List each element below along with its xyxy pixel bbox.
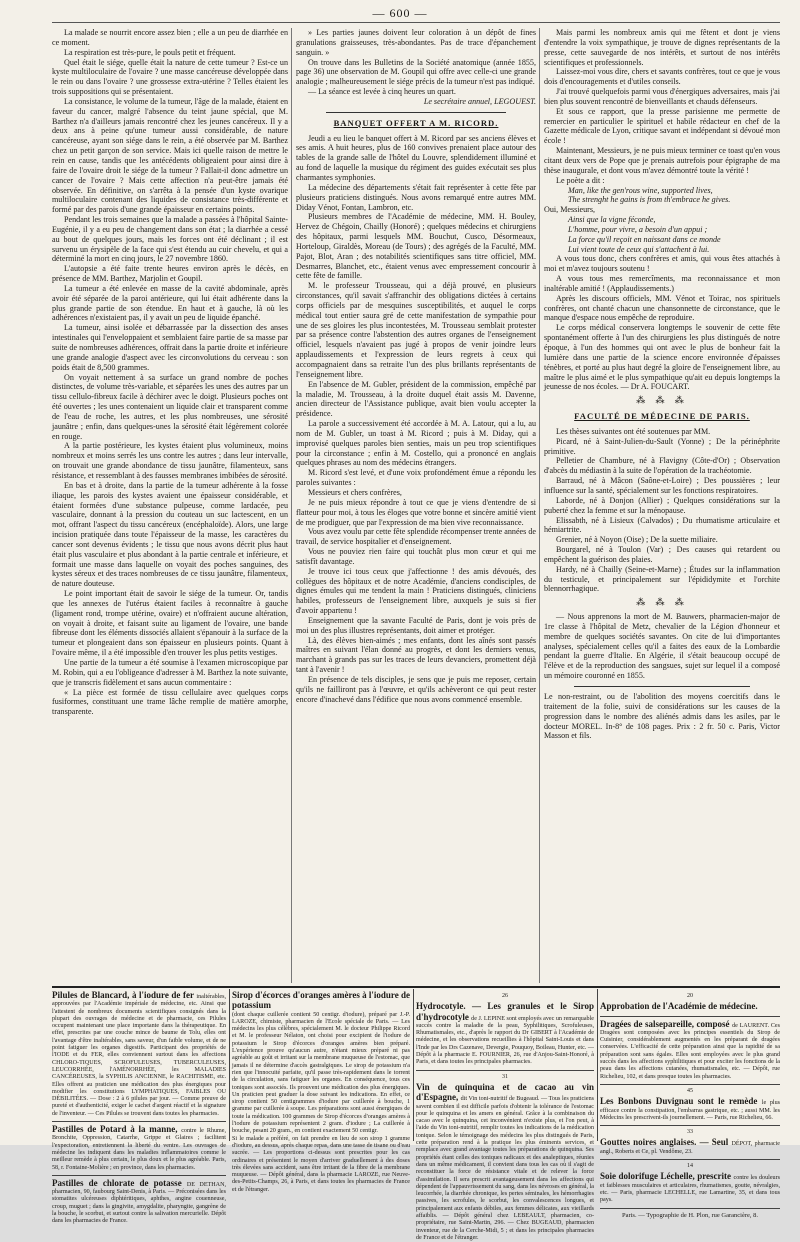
paragraph: On voyait nettement à sa surface un grand nombre de poches distinctes, de volume très-variable, et séparées les unes des autres par un tissu cellulo-fibreux facile à déchirer avec le doigt. Plusieurs poches ont été ouvertes ; les unes contenaient un liquide clair et transparent comme de l'eau de roche, les autres, et les plus nombreuses, une sérosité jaunâtre ; enfin, dans quelques-unes la sérosité était légèrement colorée en rouge. xyxy=(52,372,288,441)
ad-heading: Hydrocotyle. — Les granules et le Sirop d'hydrocotyle xyxy=(416,1001,594,1022)
ad-heading: Pastilles de Potard à la manne, xyxy=(52,1124,182,1135)
ad-text: contre le Rhume, Bronchite, Oppression, Catarrhe, Grippe et Glaires ; facilitent l'expectoration, entretiennent la liberté du ventre. Les ouvrages de médecine les indiquent dans les maladies inflammatoires comme le meilleur remède à plus certain, le plus doux et le plus agréable. Paris, 58, r. Fontaine-Molière ; en province, dans les pharmacies. xyxy=(52,1128,227,1171)
ad-separator xyxy=(52,1175,226,1176)
ad-text: DE DETHAN, pharmacien, 90, faubourg Saint-Denis, à Paris. — Préconisées dans les stomatites ulcéreuses diphtéritiques, aphthes, angine couenneuse, croup, muguet ; dans la gingivite, amygdalite, pharyngite, gangrène de la bouche, le scorbut, et surtout contre la salivation mercurielle. Dépôt dans les pharmacies de France. xyxy=(52,1181,227,1225)
signature: Le secrétaire annuel, LEGOUEST. xyxy=(423,96,536,106)
paragraph: Et sous ce rapport, que la presse parisienne me permette de remercier en particulier le spirituel et habile rédacteur en chef de la Gazette médicale de Lyon, critique savant et indépendant si dévoué mon école ! xyxy=(544,106,780,146)
paragraph: En présence de tels disciples, je sens que je puis me reposer, certain qu'ils ne failliront pas à l'œuvre, et qu'ils achèveront ce qui peut rester encore d'inachevé dans l'édifice que nous avons commencé ensemble. xyxy=(296,675,536,704)
ad-text: le plus efficace contre la constipation, l'embarras gastrique, etc. ; aussi MM. les Médecins les prescrivent-ils journellement. — Paris, rue Richelieu, 66. xyxy=(600,1100,780,1121)
oui-line: Oui, Messieurs, xyxy=(544,205,596,215)
ad-heading: Dragées de salsepareille, composé xyxy=(600,1018,733,1029)
thesis-item: Picard, né à Saint-Julien-du-Sault (Yonne) ; De la périnéphrite primitive. xyxy=(544,436,780,456)
paragraph: Laissez-moi vous dire, chers et savants confrères, tout ce que je vous dois d'encouragements et d'utiles conseils. xyxy=(544,67,780,87)
poem-line-fr: L'homme, pour vivre, a besoin d'un appui ; xyxy=(568,224,708,234)
ad-number: 45 xyxy=(687,1087,693,1094)
ad-block xyxy=(600,1020,780,1081)
ad-number: 14 xyxy=(687,1163,693,1170)
ad-heading: Approbation de l'Académie de médecine. xyxy=(600,1001,758,1012)
ads-column-2 xyxy=(232,990,410,1193)
speech-closing xyxy=(544,254,780,392)
ad-divider xyxy=(597,989,598,1141)
paragraph: Plusieurs membres de l'Académie de médecine, MM. H. Bouley, Hervez de Chégoin, Chailly (Honoré) ; quelques médecins et chirurgiens des hôpitaux, parmi lesquels MM. Bouchut, Cusco, Désormeaux, Horteloup, Giraldès, Moreau (de Tours) ; des agrégés de la Faculté, MM. Pajot, Blot, Aran ; des notabilités scientifiques sans titre officiel, MM. Desmarres, Blanchet, etc., étaient venus avec empressement concourir à cette fête de famille. xyxy=(296,212,536,281)
article-body xyxy=(296,134,536,705)
ad-number: 33 xyxy=(687,1129,693,1136)
ad-text: contre les douleurs et faiblesses musculaires et articulaires, rhumatismes, goutte, névralgies, etc. — Paris, pharmacie LECHELLE, rue Lamartine, 35, et dans tous pays. xyxy=(600,1175,780,1204)
ad-separator xyxy=(600,1084,780,1085)
intro-paragraph: — La séance est levée à cinq heures un quart. xyxy=(308,87,456,97)
paragraph: La malade se nourrit encore assez bien ; elle a un peu de diarrhée en ce moment. xyxy=(52,28,288,47)
ad-separator xyxy=(600,1016,780,1017)
paragraph: Je ne puis mieux répondre à tout ce que je viens d'entendre de si flatteur pour moi, à tous les éloges que votre bonne et sincère amitié vient de me prodiguer, que par l'expression de ma bien vive reconnaissance. xyxy=(296,497,536,527)
thesis-item: Pelletier de Chambure, né à Flavigny (Côte-d'Or) ; Observation d'abcès du médiastin à la suite de l'opération de la trachéotomie. xyxy=(544,456,780,476)
section-rule xyxy=(326,112,506,113)
ad-block xyxy=(52,1125,226,1172)
paragraph: L'autopsie a été faite trente heures environ après le décès, en présence de MM. Barthez, Marjolin et Goupil. xyxy=(52,264,288,284)
ad-number: 26 xyxy=(502,993,508,999)
paragraph: Enseignement que la savante Faculté de Paris, dont je vois près de moi un des plus illustres représentants, doit aimer et protéger. xyxy=(296,615,536,635)
thesis-item: Hardy, né à Chailly (Seine-et-Marne) ; Études sur la inflammation du testicule, et principalement sur l'épididymite et l'orchite blennorrhagique. xyxy=(544,564,780,594)
intro-paragraph: On trouve dans les Bulletins de la Société anatomique (année 1855, page 36) une observation de M. Goupil qui offre avec celle-ci une grande analogie ; malheureusement le siége précis de la tumeur n'est pas indiqué. xyxy=(296,57,536,87)
ad-separator xyxy=(52,1121,226,1122)
paragraph: A vous tous mes remercîments, ma reconnaissance et mon inaltérable amitié ! (Applaudissements.) xyxy=(544,274,780,293)
poem-line-fr: Lui vient toute de ceux qui s'attachent à lui. xyxy=(568,244,710,254)
ads-column-1 xyxy=(52,990,227,1225)
ad-divider xyxy=(229,989,230,1141)
paragraph: A la partie postérieure, les kystes étaient plus volumineux, moins nombreux et moins serrés les uns contre les autres ; dans leur intervalle, on trouvait une grande abondance de tissu jaunâtre, filamenteux, sans résistance, et ressemblant à des fausses membranes imbibées de sérosité. xyxy=(52,441,288,480)
paragraph: Je trouve ici tous ceux que j'affectionne ! des amis dévoués, des collègues des hôpitaux et de notre Académie, d'anciens condisciples, de dignes émules qui me tendent la main ! Praticiens distingués, cliniciens habiles, professeurs de l'enseignement libre, auxquels je suis si fier d'avoir appartenu ! xyxy=(296,566,536,616)
paragraph: Là, des élèves bien-aimés ; mes enfants, dont les aînés sont passés maîtres en suivant l'élan donné au progrès, et dont les derniers venus, marchant à grands pas sur les traces de leurs devanciers, promettent déjà tant à l'avenir ! xyxy=(296,635,536,675)
top-rule xyxy=(52,22,780,23)
paragraph: La tumeur a été enlevée en masse de la cavité abdominale, après avoir été séparée de la paroi antérieure, qui lui était adhérente dans la plus grande partie de son étendue. En haut et à gauche, là où les adhérences n'existaient pas, il y avait un peu de liquide épanché. xyxy=(52,283,288,323)
thesis-item: Bourgarel, né à Toulon (Var) ; Des causes qui retardent ou empêchent la guérison des plaies. xyxy=(544,545,780,564)
ad-block xyxy=(416,1002,594,1066)
faculty-intro: Les thèses suivantes ont été soutenues par MM. xyxy=(556,426,711,436)
ad-text: dit Vin toni-nutritif de Bugeaud. — Tous les praticiens savent combien il est difficile parfois d'obtenir la tolérance de l'estomac pour le quinquina et les amers en général. Grâce à la combinaison du cacao avec le quinquina, cet inconvénient n'existe plus, et l'on peut, à l'aide du Vin toni-nutritif, remplir toutes les indications de la médication tonique. Selon le témoignage des médecins les plus distingués de Paris, cette préparation rend à la pratique les plus éminents services, et remplace avec grand avantage toutes les préparations de quinquina. Ses propriétés étant celles des toniques radicaux et des analeptiques, réunies dans un même médicament, il convient dans tous les cas où il s'agit de reconstituer la force de résistance vitale et de relever la force d'assimilation. Il sera prescrit avantageusement dans les affections qui dépendent de l'appauvrissement du sang, dans les névroses en général, la leucorrhée, la diarrhée chronique, les pertes séminales, les hémorrhagies passives, les scrofules, le scorbut, les convalescences longues, et principalement aux enfants débiles, aux femmes délicates, aux vieillards affaiblis. — Dépôt général chez LEBEAULT, pharmacien, co-propriétaire, rue Saint-Martin, 296. — Chez BUGEAUD, pharmacien inventeur, rue de la Cerche-Midi, 5 ; et dans les principales pharmacies de France et de l'étranger. xyxy=(416,1096,594,1241)
poem-line-en: The strenght he gains is from th'embrace he gives. xyxy=(568,195,731,205)
ad-text: de J. LEPINE sont employés avec un remarquable succès contre la maladie de la peau, Syphilitiques, Scrofuleuses, Rhumatismales, etc., d'après le rapport du Dr GIBERT à l'Académie de médecine, et les observations recueillies à l'hôpital Saint-Louis et dans l'Inde par les Drs Cazenave, Devergie, Pouquoy, Boileau, Hunter, etc. — Dépôt à la pharmacie E. FOURNIER, 26, rue d'Anjou-Saint-Honoré, à Paris, et dans toutes les principales pharmacies. xyxy=(416,1015,594,1066)
book-notice: Le non-restraint, ou de l'abolition des moyens coercitifs dans le traitement de la folie, suivi de considérations sur les causes de la progression dans le nombre des aliénés admis dans les asiles, par le docteur MOREL. In-8° de 108 pages. Prix : 2 fr. 50 c. Paris, Victor Masson et fils. xyxy=(544,692,780,741)
paragraph: Quel était le siége, quelle était la nature de cette tumeur ? Est-ce un kyste multiloculaire de l'ovaire ? une masse cancéreuse développée dans le rein ou dans l'ovaire ? une grossesse extra-utérine ? Telles étaient les trois suppositions qui se présentaient. xyxy=(52,57,288,97)
ad-text: DÉPOT, pharmacie angl., Roberts et Ce, pl. Vendôme, 23. xyxy=(600,1141,780,1155)
thesis-item: Laborde, né à Donjon (Allier) ; Quelques considérations sur la puberté chez la femme et sur la ménopause. xyxy=(544,495,780,515)
ad-text: Si le malade a préféré, on fait prendre en lieu de son sirop 1 gramme d'iodure, au dessus, après chaque repas, dans une tasse de tisane ou d'eau sucrée. — Les proportions ci-dessus sont prescrites pour les cas ordinaires et présentent le moyen d'arriver graduellement à des doses très élevées sans accident, sans être irritant de la fibre de la membrane muqueuse. — Dépôt général, dans la pharmacie LAROZE, rue Neuve-des-Petits-Champs, 26, à Paris, et dans toutes les pharmacies de France et de l'étranger. xyxy=(232,1135,410,1193)
section-title: BANQUET OFFERT A M. RICORD. xyxy=(333,117,499,128)
poem-line-en: Man, like the gen'rous wine, supported lives, xyxy=(568,185,713,195)
section-rule xyxy=(574,686,750,687)
paragraph: Le poète a dit : xyxy=(556,175,605,185)
paragraph: « La pièce est formée de tissu cellulaire avec quelques corps fusiformes, constituant une trame lâche remplie de matière amorphe, transparente. xyxy=(52,687,288,717)
column-divider xyxy=(539,28,540,983)
ad-block xyxy=(52,1179,226,1226)
ad-heading: Pilules de Blancard, à l'iodure de fer xyxy=(52,990,197,1000)
printer-footer: Paris. — Typographie de H. Plon, rue Garancière, 8. xyxy=(621,1211,759,1219)
paragraph: Le corps médical conservera longtemps le souvenir de cette fête spontanément offerte à l'un des chirurgiens les plus distingués de notre époque, à l'un des hommes qui ont avec le plus de bonheur fait la lumière dans une partie de la science encore environnée d'épaisses ténèbres, et porté au plus haut degré la gloire de l'enseignement libre, au maître le plus aimé et le plus sympathique qu'ait eu depuis longtemps la jeunesse de nos écoles. — Dr A. FOUCART. xyxy=(544,323,780,392)
ad-heading: Les Bonbons Duvignau sont le remède xyxy=(600,1096,762,1107)
paragraph: La parole a successivement été accordée à M. A. Latour, qui a lu, au nom de M. Gubler, un toast à M. Ricord ; puis à M. Diday, qui a improvisé quelques paroles bien senties, mais un peu trop scientifiques pour la circonstance ; enfin à M. Costello, qui a prononcé en anglais quelques phrases au nom des médecins étrangers. xyxy=(296,419,536,468)
paragraph: Vous avez voulu par cette fête splendide récompenser trente années de travail, de service hospitalier et d'enseignement. xyxy=(296,527,536,547)
paragraph: Une partie de la tumeur a été soumise à l'examen microscopique par M. Robin, qui a eu l'obligeance d'adresser à M. Barthez la note suivante, que je transcris fidèlement et sans aucun commentaire : xyxy=(52,658,288,687)
paragraph: M. le professeur Trousseau, qui a déjà prouvé, en plusieurs circonstances, qu'il savait s'affranchir des obligations dictées à certains corps officiels par de mesquines susceptibilités, et auquel le corps médical tout entier saura gré de cette manifestation de sympathie pour une de ses gloires les plus incontestées, M. Trousseau semblait protester par sa présence contre l'abstention des autres organes de l'enseignement officiel, lesquels n'avaient pas jugé à propos de venir joindre leurs applaudissements et l'expression de leurs regrets à ceux qui accompagnaient dans sa retraite l'un des plus brillants représentants de l'enseignement libre. xyxy=(296,281,536,379)
paragraph: Jeudi a eu lieu le banquet offert à M. Ricord par ses anciens élèves et ses amis. A huit heures, plus de 160 convives prenaient place autour des tables de la grande salle de l'hôtel du Louvre, splendidement illuminé et au fond de laquelle la musique du régiment des guides exécutait ses plus charmantes symphonies. xyxy=(296,133,536,182)
paragraph: Maintenant, Messieurs, je ne puis mieux terminer ce toast qu'en vous citant deux vers de Pope que je prenais autrefois pour épigraphe de ma thèse inaugurale, et dont vous m'avez démontré toute la vérité ! xyxy=(544,146,780,175)
ad-number: 20 xyxy=(687,993,693,999)
paragraph: Messieurs et chers confrères, xyxy=(308,487,402,497)
ad-divider xyxy=(413,989,414,1141)
ad-text: de LAURENT. Ces Dragées sont composées avec les principes essentiels du Sirop de Cuisinier, considérablement augmentés en les préparant de dragées conservées. L'efficacité de cette préparation ainsi que la rapidité de sa préparation sont sans égales. Elles sont employées avec le plus grand succès dans les affections syphilitiques et pour exciter les fonctions de la peau dans les affections cutanées, rhumatismales, etc. — Dépôt, rue Richelieu, 102, et dans presque toutes les pharmacies. xyxy=(600,1022,781,1080)
ad-heading: Soie dolorifuge Léchelle, prescrite xyxy=(600,1171,734,1182)
ad-block xyxy=(600,1172,780,1204)
thesis-item: Grenier, né à Noyon (Oise) ; De la suette miliaire. xyxy=(556,535,718,545)
poem-line-fr: Ainsi que la vigne féconde, xyxy=(568,215,656,225)
paragraph: M. Ricord s'est levé, et d'une voix profondément émue a répondu les paroles suivantes : xyxy=(296,468,536,488)
ad-heading: Gouttes noires anglaises. — Seul xyxy=(600,1137,732,1148)
paragraph: Mais parmi les nombreux amis qui me fêtent et dont je viens d'entendre la voix sympathique, je trouve de dignes représentants de la presse, cette sauvegarde de nos intérêts, et surtout de nos intérêts scientifiques et professionnels. xyxy=(544,28,780,67)
ads-column-3 xyxy=(416,991,594,1241)
ad-separator xyxy=(600,1125,780,1126)
ornament-divider: ⁂ ⁂ ⁂ xyxy=(636,597,688,608)
ad-separator xyxy=(416,1070,594,1071)
column-divider xyxy=(291,28,292,983)
news-item: — Nous apprenons la mort de M. Bauwers, pharmacien-major de 1re classe à l'hôpital de Metz, chevalier de la Légion d'honneur et membre de quelques sociétés savantes. On cite de lui d'importantes analyses, spécialement celles qu'il a faites des eaux de la Lombardie pendant la guerre d'Italie. En Algérie, il s'était beaucoup occupé de l'élève et de la reproduction des sangsues, sujet sur lequel il a composé un mémoire couronné en 1855. xyxy=(544,612,780,681)
ad-block xyxy=(600,1097,780,1122)
ad-text: (dont chaque cuillerée contient 50 centigr. d'iodure), préparé par J.-P. LAROZE, chimiste, pharmacien de l'Ecole spéciale de Paris. — Les médecins les plus célèbres, spécialement M. le docteur Philippe Ricord et M. le professeur Nélaton, ont choisi pour excipient de l'iodure de potassium le Sirop d'écorces d'oranges amères bien préparé. L'expérience prouve qu'aucun autre, n'étant mieux préparé ni pas agréable au goût et irritant sur la membrane muqueuse de l'estomac, que jamais il ne détermine d'accès gastralgiques. Le sirop de potassium n'a rien que l'innocuité parfaite, qu'il passe très-rapidement dans le torrent de la circulation, sans fatiguer les organes. En conséquence, tous ces toniques sont associés. Ils prouvent une médication des plus énergiques. Un praticien peut graduer la dose suivant les indications. En effet, ce sirop contient 50 centigrammes d'iodure par cuillerée à bouche, 1 gramme par cuillerée à soupe. Les préparations sont aussi énergiques de toute la médication. 100 grammes de Sirop d'écorces d'oranges amères à l'iodure de potassium représentent 2 gram. d'iodure ; La cuillerée à bouche, pesant 20 gram., en contient exactement 50 centigr. xyxy=(232,1011,410,1135)
ad-separator xyxy=(600,1159,780,1160)
paragraph: En l'absence de M. Gubler, président de la commission, empêché par la maladie, M. Trousseau, à la droite duquel était assis M. Davenne, ancien directeur de l'Assistance publique, avait bien voulu accepter la présidence. xyxy=(296,379,536,419)
paragraph: Après les discours officiels, MM. Vénot et Toirac, nos spirituels confrères, ont chanté chacun une chansonnette de circonstance, que le manque d'espace nous empêche de reproduire. xyxy=(544,293,780,323)
ads-rule xyxy=(52,986,780,988)
ads-column-4 xyxy=(600,991,781,1219)
faculty-title: FACULTÉ DE MÉDECINE DE PARIS. xyxy=(574,411,750,422)
paragraph: Pendant les trois semaines que la malade a passées à l'hôpital Sainte-Eugénie, il y a eu peu de changement dans son état ; la diarrhée a cessé au bout de quelques jours, mais les forces ont été déclinant ; il est survenu un érysipèle de la face qui s'est étendu au cuir chevelu, et qui a déterminé la mort en cinq jours, le 27 novembre 1860. xyxy=(52,215,288,264)
theses-list xyxy=(544,437,780,595)
paragraph: La consistance, le volume de la tumeur, l'âge de la malade, étaient en faveur du cancer, malgré l'absence du teint jaune spécial, que M. Barthez n'a d'ailleurs jamais rencontré chez les jeunes cancéreux. Il y a deux ans à peine qu'une tumeur aussi considérable, de nature cancéreuse, ayant son siége dans le rein, a été observée par M. Barthez chez un petit garçon de son service. Mais ici quelle raison de mettre le rein en cause, tandis que les antécédents obligeaient pour ainsi dire à faire de l'ovaire droit le siége de la tumeur ? Fallait-il donc admettre un cancer de l'ovaire ? Mais cette affection n'a peut-être jamais été observée. En définitive, on s'arrêta à la pensée d'un kyste ovarique multiloculaire contenant des liquides de consistance très-différente et formé par des parois d'une grande épaisseur en certains points. xyxy=(52,96,288,215)
ad-heading: Pastilles de chlorate de potasse xyxy=(52,1177,187,1188)
column-1 xyxy=(52,28,288,988)
ornament-divider: ⁂ ⁂ ⁂ xyxy=(636,395,688,406)
paragraph: En bas et à droite, dans la partie de la tumeur adhérente à la fosse iliaque, les parois des kystes avaient une épaisseur considérable, et étaient formées d'une substance pulpeuse, comme lardacée, peu vasculaire, donnant à la pression du couteau un suc lactescent, en un mot, offrant l'aspect du tissu cancéreux (encéphaloïde). Alors, une large incision pratiquée dans toute l'épaisseur de la masse, les caractères du cancer sont devenus évidents ; le tissu que nous avons décrit plus haut était plus vasculaire et plus abondant à la partie centrale et inférieure, et formait une masse dans laquelle on voyait des poches sanguines, des kystes séreux et des traces nombreuses de ce tissu jaunâtre, filamenteux, de nature douteuse. xyxy=(52,480,288,589)
speech-continued xyxy=(544,28,780,186)
ad-block xyxy=(600,1138,780,1156)
ad-heading: Vin de quinquina et de cacao au vin d'Espagne, xyxy=(416,1081,594,1103)
paragraph: J'ai trouvé quelquefois parmi vous d'énergiques adversaires, mais j'ai bien plus souvent rencontré de bienveillants et chauds défenseurs. xyxy=(544,87,780,106)
ad-block xyxy=(52,991,226,1118)
ad-number: 31 xyxy=(502,1073,508,1080)
paragraph: La tumeur, ainsi isolée et débarrassée par la dissection des anses intestinales qui l'enveloppaient et semblaient faire partie de sa masse par suite de nombreuses adhérences, offrait dans la partie droite et inférieure une grande analogie d'aspect avec les circonvolutions du cerveau : son poids était de 8,500 grammes. xyxy=(52,323,288,372)
column-2 xyxy=(296,28,536,988)
intro-paragraph: » Les parties jaunes doivent leur coloration à un dépôt de fines granulations graisseuses, très-abondantes. Pas de trace d'épanchement sanguin. » xyxy=(296,28,536,57)
thesis-item: Elissabth, né à Lisieux (Calvados) ; Du rhumatisme articulaire et hémiartrite. xyxy=(544,515,780,535)
paragraph: La médecine des départements s'était fait représenter à cette fête par plusieurs praticiens distingués. Nous avons remarqué entre autres MM. Diday Vénot, Fontan, Lambron, etc. xyxy=(296,182,536,212)
paragraph: A vous tous donc, chers confrères et amis, qui vous êtes attachés à moi et m'avez toujours soutenu ! xyxy=(544,254,780,274)
column-3 xyxy=(544,28,780,988)
poem-line-fr: La force qu'il reçoit en naissant dans ce monde xyxy=(568,234,721,244)
paragraph: Le point important était de savoir le siége de la tumeur. Or, tandis que les annexes de l'utérus étaient faciles à reconnaître à gauche (ligament rond, trompe utérine, ovaire) et n'offraient aucune altération, on voyait à droite, et faisant suite au ligament de l'ovaire, une bande fibreuse dont les éléments dissociés allaient s'épanouir à la surface de la tumeur et plongeaient dans son épaisseur en plusieurs points. Quant à l'ovaire même, il a été impossible d'en trouver les plus petits vestiges. xyxy=(52,589,288,658)
thesis-item: Barraud, né à Mâcon (Saône-et-Loire) ; Des poussières ; leur influence sur la santé, spécialement sur les fonctions respiratoires. xyxy=(544,476,780,495)
ad-block xyxy=(416,1083,594,1242)
ad-text: inaltérables, approuvées par l'Académie impériale de médecine, etc. Ainsi que l'attestent de nombreux documents scientifiques consignés dans la plupart des ouvrages de médecine et de pharmacie, ces Pilules occupent maintenant une place importante dans la thérapeutique. En effet, prescrites par une couche mince de baume de Tolu, elles ont l'avantage d'être inaltérables, sans saveur, d'un faible volume, et de ne point fatiguer les organes digestifs. Participant des propriétés de l'IODE et du FER, elles conviennent surtout dans les affections CHLORO-TIQUES, SCROFULEUSES, TUBERCULEUSES, LEUCORRHÉE, l'AMÉNORRHÉE, les MALADIES CANCÉREUSES, la SYPHILIS ANCIENNE, le RACHITISME, etc. Elles offrent au praticien une médication des plus énergiques pour modifier les constitutions LYMPHATIQUES, FAIBLES OU DÉBILITÉES. — Dose : 2 à 6 pilules par jour. — Comme preuve de pureté et d'authenticité, exiger le cachet d'argent réactif et la signature de l'inventeur. — Ces Pilules se trouvent dans toutes les pharmacies. xyxy=(52,994,226,1117)
ad-block xyxy=(600,1002,780,1012)
page-number: — 600 — xyxy=(372,6,428,20)
paragraph: La respiration est très-pure, le pouls petit et fréquent. xyxy=(64,47,236,57)
ad-heading: Sirop d'écorces d'oranges amères à l'iodure de potassium xyxy=(232,990,410,1011)
paragraph: Vous ne pouviez rien faire qui touchât plus mon cœur et qui me satisfît davantage. xyxy=(296,547,536,566)
